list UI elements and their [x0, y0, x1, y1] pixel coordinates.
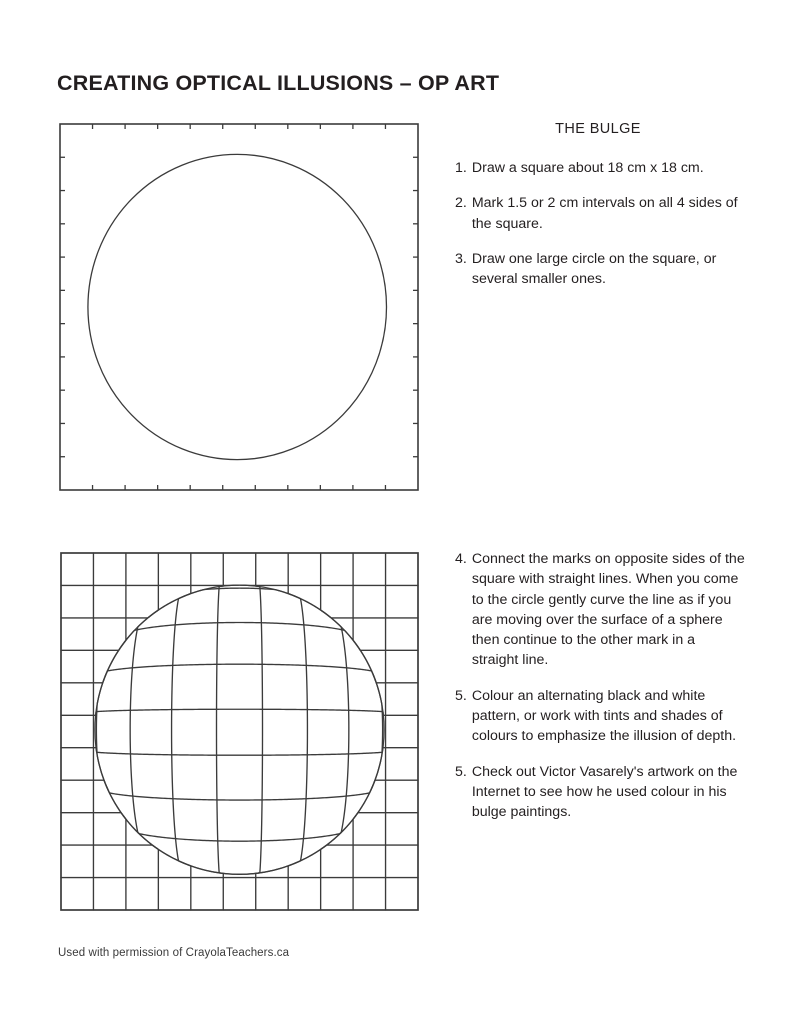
step-text: Check out Victor Vasarely's artwork on the Internet to see how he used colour in his bulge paintings.	[471, 763, 738, 821]
instruction-step	[455, 762, 745, 823]
instructions-heading: THE BULGE	[555, 121, 641, 137]
instruction-list-top	[455, 158, 745, 289]
instruction-step	[455, 686, 745, 747]
step-text: Mark 1.5 or 2 cm intervals on all 4 sides of the square.	[471, 195, 738, 232]
figure-bulge-grid	[59, 551, 420, 912]
step-text: Draw one large circle on the square, or several smaller ones.	[471, 250, 717, 288]
figure-square-with-circle	[58, 122, 420, 492]
step-text: Connect the marks on opposite sides of the square with straight lines. When you come to the circle gently curve the line as if you are moving over the surface of a sphere then continue to the other mark in a straight line.	[471, 551, 745, 669]
square-with-circle-svg	[58, 122, 420, 492]
instruction-step	[455, 158, 745, 178]
step-number: 2.	[455, 195, 467, 212]
step-text: Colour an alternating black and white pattern, or work with tints and shades of colours to emphasize the illusion of depth.	[471, 687, 737, 745]
step-text: Draw a square about 18 cm x 18 cm.	[471, 160, 704, 176]
instruction-list-bottom	[455, 549, 745, 823]
step-number: 5.	[455, 763, 467, 780]
page-title: CREATING OPTICAL ILLUSIONS – OP ART	[57, 71, 500, 96]
bulge-grid-svg	[59, 551, 420, 912]
step-number: 5.	[455, 687, 467, 704]
instruction-step	[455, 193, 745, 234]
step-number: 1.	[455, 160, 467, 176]
instruction-step	[455, 249, 745, 290]
step-number: 3.	[455, 250, 467, 267]
permission-footer: Used with permission of CrayolaTeachers.ca	[58, 947, 290, 959]
step-number: 4.	[455, 551, 467, 567]
instruction-step	[455, 549, 745, 671]
